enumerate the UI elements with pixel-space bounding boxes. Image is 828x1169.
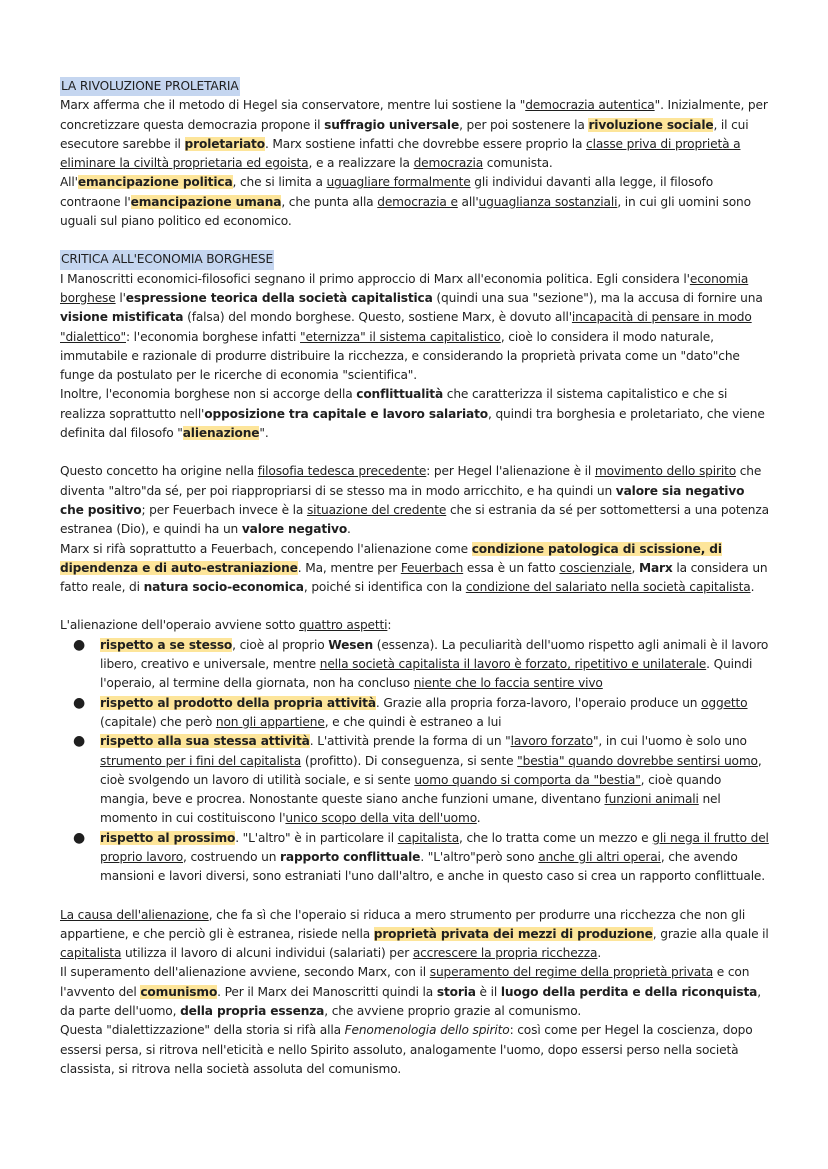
- text-run: , e che quindi è estraneo a lui: [324, 714, 502, 729]
- text-run: ", in cui l'uomo è solo uno: [592, 734, 747, 749]
- highlighted-text: proprietà privata dei mezzi di produzione: [373, 926, 653, 941]
- underlined-text: "bestia" quando dovrebbe sentirsi uomo: [517, 753, 758, 768]
- bold-text: luogo della perdita e della riconquista: [500, 984, 758, 999]
- bullet-icon: ●: [73, 733, 86, 750]
- bold-text: valore negativo: [241, 522, 348, 537]
- text-run: .: [597, 946, 602, 961]
- text-run: ".: [259, 426, 269, 441]
- paragraph: [60, 270, 772, 386]
- list-item-text: [100, 831, 769, 884]
- text-run: Marx afferma che il metodo di Hegel sia conservatore, mentre lui sostiene la ": [60, 98, 526, 113]
- text-run: . "L'altro" è in particolare il: [235, 830, 398, 845]
- underlined-text: uguaglianza sostanziali: [478, 194, 618, 209]
- text-run: L'alienazione dell'operaio avviene sotto: [60, 618, 300, 633]
- text-run: gli individui davanti alla legge, il filosofo contraone l': [60, 175, 714, 209]
- spacer: [60, 887, 772, 906]
- bold-text: rapporto conflittuale: [280, 849, 421, 864]
- underlined-text: nella società capitalista il lavoro è forzato, ripetitivo e unilaterale: [319, 657, 707, 672]
- paragraph: [60, 963, 772, 1021]
- section-heading-rivoluzione: LA RIVOLUZIONE PROLETARIA: [60, 77, 240, 96]
- text-run: Marx si rifà soprattutto a Feuerbach, concependo l'alienazione come: [60, 541, 472, 556]
- text-run: (capitale) che però: [100, 714, 216, 729]
- text-run: , cioè lo considera il modo naturale, immutabile e razionale di produrre distribuire la ricchezza, e considerando la proprietà privata come un "dato"che funge da postulato per le ricerche di economia "scientifica".: [60, 329, 740, 383]
- highlighted-text: emancipazione politica: [77, 175, 233, 190]
- underlined-text: democrazia e: [377, 194, 458, 209]
- underlined-text: strumento per i fini del capitalista: [100, 753, 302, 768]
- text-run: .: [750, 580, 755, 595]
- text-run: essa è un fatto: [463, 560, 560, 575]
- text-run: , che lo tratta come un mezzo e: [459, 830, 653, 845]
- bold-text: natura socio-economica: [143, 580, 304, 595]
- paragraph: [60, 462, 772, 539]
- highlighted-text: proletariato: [184, 136, 265, 151]
- text-run: , cioè quando mangia, beve e procrea. Nonostante queste siano anche funzioni umane, diventano: [100, 772, 722, 807]
- text-run: che si estrania da sé per sottomettersi a una potenza estranea (Dio), e quindi ha un: [60, 502, 769, 537]
- underlined-text: Feuerbach: [400, 560, 464, 575]
- underlined-text: filosofia tedesca precedente: [257, 464, 427, 479]
- list-item: [60, 732, 772, 828]
- paragraph: [60, 616, 772, 635]
- text-run: ; per Feuerbach invece è la: [141, 502, 307, 517]
- bold-text: Marx: [639, 560, 673, 575]
- list-item-text: [100, 696, 748, 729]
- text-run: , che fa sì che l'operaio si riduca a mero strumento per produrre una ricchezza che non gli appartiene, e che perciò gli è estranea, risiede nella: [60, 907, 746, 941]
- underlined-text: capitalista: [60, 946, 122, 961]
- underlined-text: quattro aspetti: [299, 618, 388, 633]
- underlined-text: economia borghese: [60, 271, 749, 305]
- highlighted-text: emancipazione umana: [130, 194, 282, 209]
- document-page: [60, 77, 772, 1079]
- list-item-text: [100, 638, 768, 691]
- text-run: , che avviene proprio grazie al comunismo.: [324, 1004, 582, 1019]
- text-run: .: [476, 811, 481, 826]
- underlined-text: democrazia: [413, 156, 484, 171]
- section-heading-critica: CRITICA ALL'ECONOMIA BORGHESE: [60, 250, 274, 269]
- highlighted-text: rispetto al prossimo: [100, 830, 236, 845]
- text-run: , quindi tra borghesia e proletariato, che viene definita dal filosofo ": [60, 406, 765, 441]
- text-run: , che si limita a: [232, 175, 327, 190]
- bold-text: conflittualità: [356, 387, 444, 402]
- list-item: [60, 694, 772, 733]
- text-run: . Quindi l'operaio, al termine della giornata, non ha concluso: [100, 657, 753, 691]
- text-run: nel momento in cui costituiscono l': [100, 792, 721, 826]
- underlined-text: La causa dell'alienazione: [60, 907, 209, 922]
- text-run: . Per il Marx dei Manoscritti quindi la: [217, 984, 437, 999]
- bold-text: suffragio universale: [324, 117, 460, 132]
- underlined-text: gli nega il frutto del proprio lavoro: [100, 830, 769, 864]
- paragraph: [60, 906, 772, 964]
- bold-text: Wesen: [328, 637, 373, 652]
- underlined-text: funzioni animali: [604, 792, 699, 807]
- paragraph: [60, 1021, 772, 1079]
- highlighted-text: comunismo: [140, 984, 218, 999]
- paragraph: [60, 385, 772, 443]
- underlined-text: accrescere la propria ricchezza: [412, 946, 598, 961]
- text-run: , da parte dell'uomo,: [60, 984, 761, 1019]
- text-run: . "L'altro"però sono: [420, 849, 539, 864]
- text-run: .: [347, 522, 351, 537]
- highlighted-text: rispetto alla sua stessa attività: [100, 734, 310, 749]
- bold-text: opposizione tra capitale e lavoro salariato: [204, 406, 489, 421]
- underlined-text: oggetto: [701, 695, 748, 710]
- text-run: . Marx sostiene infatti che dovrebbe essere proprio la: [264, 136, 587, 151]
- underlined-text: movimento dello spirito: [594, 464, 737, 479]
- text-run: , costruendo un: [183, 849, 281, 864]
- bullet-icon: ●: [73, 829, 86, 846]
- spacer: [60, 597, 772, 616]
- text-run: , per poi sostenere la: [459, 117, 589, 132]
- text-run: utilizza il lavoro di alcuni individui (salariati) per: [121, 946, 413, 961]
- text-run: Questa "dialettizzazione" della storia si rifà alla: [60, 1023, 345, 1038]
- bold-text: espressione teorica della società capitalistica: [125, 290, 433, 305]
- text-run: , che punta alla: [281, 194, 378, 209]
- list-item-text: [100, 734, 762, 825]
- text-run: . L'attività prende la forma di un ": [309, 734, 511, 749]
- underlined-text: situazione del credente: [306, 502, 447, 517]
- text-run: (falsa) del mondo borghese. Questo, sostiene Marx, è dovuto all': [183, 310, 572, 325]
- text-run: Inoltre, l'economia borghese non si accorge della: [60, 387, 357, 402]
- highlighted-text: condizione patologica di scissione, di dipendenza e di auto-estraniazione: [60, 541, 722, 575]
- text-run: (essenza). La peculiarità dell'uomo rispetto agli animali è il lavoro libero, creativo e universale, mentre: [100, 637, 769, 672]
- text-run: I Manoscritti economici-filosofici segnano il primo approccio di Marx all'economia politica. Egli considera l': [60, 271, 690, 286]
- list-item: [60, 636, 772, 694]
- underlined-text: coscienziale: [559, 560, 632, 575]
- bullet-icon: ●: [73, 636, 86, 653]
- text-run: l': [115, 290, 126, 305]
- underlined-text: unico scopo della vita dell'uomo: [285, 811, 477, 826]
- underlined-text: niente che lo faccia sentire vivo: [413, 676, 603, 691]
- list-item: [60, 829, 772, 887]
- bold-text: valore sia negativo che positivo: [60, 483, 745, 517]
- underlined-text: condizione del salariato nella società capitalista: [465, 580, 751, 595]
- underlined-text: incapacità di pensare in modo "dialettico": [60, 310, 752, 344]
- text-run: , grazie alla quale il: [652, 926, 769, 941]
- bullet-icon: ●: [73, 694, 86, 711]
- text-run: ,: [631, 560, 639, 575]
- text-run: la considera un fatto reale, di: [60, 560, 768, 595]
- text-run: , che avendo mansioni e lavori diversi, sono estraniati l'uno dall'altro, e anche in questo caso si crea un rapporto conflittuale.: [100, 849, 766, 884]
- spacer: [60, 443, 772, 462]
- highlighted-text: rispetto al prodotto della propria attività: [100, 695, 376, 710]
- text-run: : così come per Hegel la coscienza, dopo essersi persa, si ritrova nell'eticità e nello Spirito assoluto, analogamente l'uomo, dopo essersi perso nella società classista, si ritrova nella società assoluta del comunismo.: [60, 1023, 753, 1076]
- text-run: . Ma, mentre per: [297, 560, 401, 575]
- spacer: [60, 231, 772, 250]
- paragraph: [60, 96, 772, 173]
- bold-text: storia: [436, 984, 476, 999]
- underlined-text: lavoro forzato: [510, 734, 593, 749]
- text-run: e con l'avvento del: [60, 965, 750, 999]
- text-run: che diventa "altro"da sé, per poi riappropriarsi di se stesso ma in modo arricchito, e ha quindi un: [60, 464, 762, 498]
- text-run: che caratterizza il sistema capitalistico e che si realizza soprattutto nell': [60, 387, 728, 421]
- underlined-text: superamento del regime della proprietà privata: [429, 965, 714, 980]
- text-run: è il: [475, 984, 501, 999]
- bold-text: visione mistificata: [60, 310, 184, 325]
- aspects-list: [60, 636, 772, 887]
- underlined-text: "eternizza" il sistema capitalistico: [300, 329, 501, 344]
- underlined-text: classe priva di proprietà a eliminare la civiltà proprietaria ed egoista: [60, 136, 741, 171]
- text-run: (profitto). Di conseguenza, si sente: [301, 753, 518, 768]
- text-run: :: [387, 618, 392, 633]
- underlined-text: uomo quando si comporta da "bestia": [414, 772, 641, 787]
- text-run: All': [60, 175, 78, 190]
- text-run: (quindi una sua "sezione"), ma la accusa di fornire una: [432, 290, 763, 305]
- paragraph: [60, 173, 772, 231]
- highlighted-text: rivoluzione sociale: [588, 117, 714, 132]
- paragraph: [60, 540, 772, 598]
- text-run: , il cui esecutore sarebbe il: [60, 117, 749, 151]
- underlined-text: capitalista: [397, 830, 460, 845]
- text-run: : per Hegel l'alienazione è il: [426, 464, 595, 479]
- text-run: comunista.: [483, 156, 553, 171]
- underlined-text: uguagliare formalmente: [326, 175, 471, 190]
- text-run: Questo concetto ha origine nella: [60, 464, 258, 479]
- text-run: , cioè svolgendo un lavoro di utilità sociale, e si sente: [100, 753, 762, 787]
- underlined-text: anche gli altri operai: [538, 849, 661, 864]
- text-run: Il superamento dell'alienazione avviene, secondo Marx, con il: [60, 965, 430, 980]
- text-run: , e a realizzare la: [308, 156, 414, 171]
- underlined-text: non gli appartiene: [215, 714, 325, 729]
- text-run: , in cui gli uomini sono uguali sul piano politico ed economico.: [60, 194, 751, 229]
- text-run: , cioè al proprio: [232, 637, 329, 652]
- text-run: . Grazie alla propria forza-lavoro, l'operaio produce un: [375, 695, 702, 710]
- highlighted-text: alienazione: [182, 426, 260, 441]
- text-run: : l'economia borghese infatti: [126, 329, 301, 344]
- text-run: ". Inizialmente, per concretizzare questa democrazia propone il: [60, 98, 768, 132]
- highlighted-text: rispetto a se stesso: [100, 637, 233, 652]
- underlined-text: democrazia autentica: [525, 98, 655, 113]
- bold-text: della propria essenza: [180, 1004, 325, 1019]
- italic-text: Fenomenologia dello spirito: [344, 1023, 510, 1038]
- text-run: , poiché si identifica con la: [303, 580, 466, 595]
- text-run: all': [457, 194, 479, 209]
